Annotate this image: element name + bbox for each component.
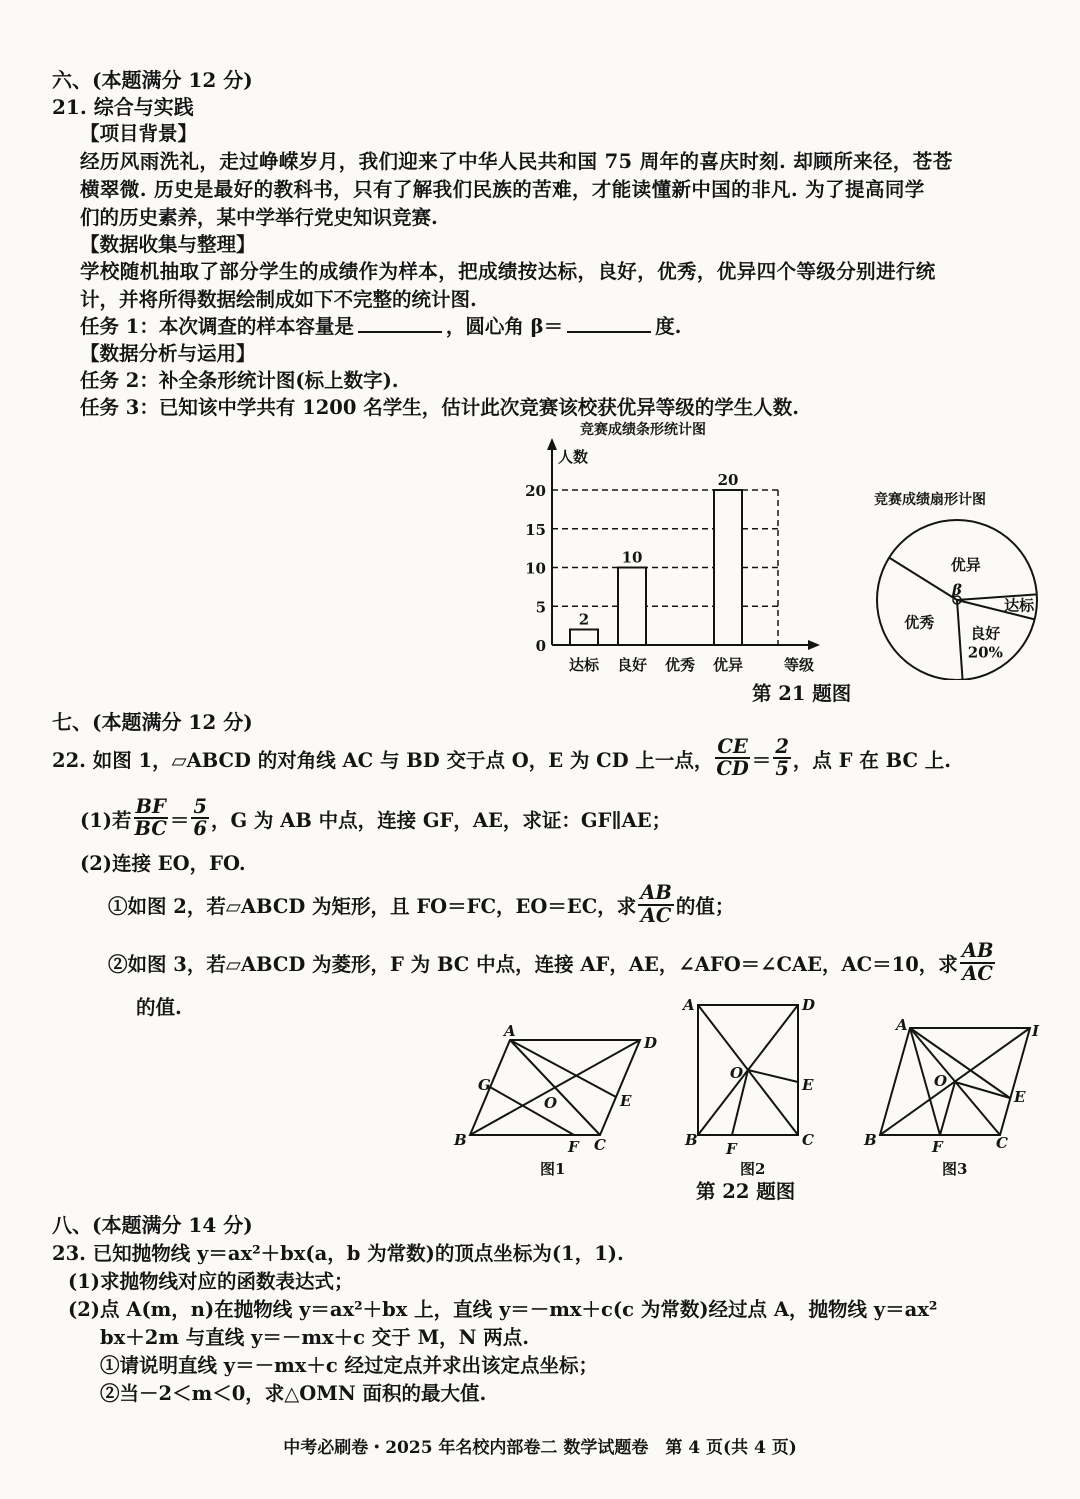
fraction-denominator: AC — [640, 903, 672, 927]
fraction-denominator: AC — [962, 961, 993, 985]
fraction-denominator: BC — [134, 817, 167, 841]
fig1-label-o: O — [544, 1094, 558, 1112]
y-tick-label: 10 — [525, 559, 546, 578]
y-tick-label: 0 — [535, 637, 546, 655]
fig2-label-b: B — [685, 1131, 698, 1149]
equals-sign: ＝ — [751, 748, 772, 772]
q22-sub-1 — [108, 881, 735, 928]
fig2-label-d: D — [802, 996, 816, 1014]
fig1-label-b: B — [454, 1131, 467, 1149]
fraction-ce-cd — [715, 737, 749, 780]
figure-2-rectangle — [698, 1005, 798, 1135]
q22-part-1 — [80, 795, 672, 841]
sample-size-blank[interactable] — [358, 329, 442, 333]
fig2-caption: 图2 — [740, 1160, 766, 1178]
q22-line-1 — [52, 735, 952, 781]
pie-slice-label: 优秀 — [904, 613, 935, 632]
fig2-label-o: O — [730, 1064, 744, 1082]
fraction-numerator: AB — [640, 881, 672, 905]
pie-beta-label: β — [952, 581, 962, 599]
fig2-label-e: E — [802, 1076, 814, 1094]
fraction-bf-bc — [134, 797, 168, 840]
q21-background-line-1: 经历风雨洗礼，走过峥嵘岁月，我们迎来了中华人民共和国 75 周年的喜庆时刻. 却顾所来径，苍苍 — [80, 150, 953, 173]
q23-line-5: ①请说明直线 y＝－mx＋c 经过定点并求出该定点坐标； — [100, 1354, 599, 1377]
figure-1-parallelogram — [470, 1040, 640, 1135]
pie-slice-label: 达标 — [1004, 596, 1035, 615]
q21-collection-line-1: 学校随机抽取了部分学生的成绩作为样本，把成绩按达标，良好，优秀，优异四个等级分别进行统 — [80, 260, 936, 283]
y-axis-arrow — [547, 438, 557, 450]
task1-part-a: 任务 1：本次调查的样本容量是 — [80, 315, 354, 338]
q21-analysis-heading: 【数据分析与运用】 — [80, 342, 256, 365]
bar-data-label: 20 — [717, 471, 739, 489]
q21-background-heading: 【项目背景】 — [80, 122, 198, 145]
q22-part-2: (2)连接 EO，FO. — [80, 852, 246, 875]
y-tick-label: 20 — [525, 482, 546, 500]
q23-line-4: bx＋2m 与直线 y＝－mx＋c 交于 M，N 两点. — [100, 1326, 530, 1349]
q22-part-1-a: (1)若 — [80, 808, 132, 832]
y-tick-label: 15 — [525, 520, 546, 539]
pie-chart-title: 竞赛成绩扇形计图 — [874, 492, 986, 508]
figure-3-rhombus — [880, 1028, 1030, 1135]
fig2-label-c: C — [802, 1131, 814, 1149]
bar-data-label: 2 — [578, 610, 590, 629]
bar-chart-title: 竞赛成绩条形统计图 — [580, 422, 706, 438]
fig2-label-a: A — [683, 996, 695, 1014]
fraction-denominator: 5 — [775, 757, 789, 781]
section-8-header: 八、(本题满分 14 分) — [52, 1213, 253, 1237]
q23-line-2: (1)求抛物线对应的函数表达式； — [68, 1270, 354, 1293]
fraction-numerator: 2 — [775, 735, 789, 758]
fraction-ab-ac-2 — [960, 941, 996, 984]
bar-data-label: 10 — [621, 548, 643, 567]
task1-part-c: 度. — [655, 315, 682, 338]
fig3-label-o: O — [934, 1072, 948, 1090]
pie-slice-label: 良好 — [970, 624, 1001, 643]
q21-background-line-2: 横翠微. 历史是最好的教科书，只有了解我们民族的苦难，才能读懂新中国的非凡. 为了提高同学 — [80, 178, 925, 201]
pie-slice-boundary — [957, 600, 963, 680]
fig1-label-a: A — [504, 1022, 516, 1040]
pie-percent-label: 20% — [967, 643, 1003, 662]
pie-chart — [860, 480, 1050, 680]
q21-figure-caption: 第 21 题图 — [752, 682, 852, 705]
q22-figures — [440, 990, 1060, 1180]
fraction-numerator: AB — [961, 939, 994, 963]
fig3-label-b: B — [864, 1131, 877, 1149]
y-axis-label: 人数 — [558, 448, 589, 466]
fig1-caption: 图1 — [540, 1160, 566, 1178]
x-axis-arrow — [808, 640, 820, 650]
q22-sub-2 — [108, 939, 997, 986]
page-footer: 中考必刷卷・2025 年名校内部卷二 数学试题卷 第 4 页(共 4 页) — [283, 1438, 797, 1458]
fraction-ab-ac — [638, 883, 674, 926]
q21-task-3: 任务 3：已知该中学共有 1200 名学生，估计此次竞赛该校获优异等级的学生人数. — [80, 396, 799, 419]
fraction-numerator: BF — [135, 795, 166, 818]
fraction-5-6 — [191, 797, 209, 840]
fig2-label-f: F — [726, 1140, 737, 1158]
q22-stem-b: ，点 F 在 BC 上. — [792, 748, 952, 772]
fraction-denominator: CD — [716, 757, 749, 781]
fig1-label-c: C — [594, 1136, 606, 1154]
section-7-header: 七、(本题满分 12 分) — [52, 710, 253, 734]
q22-sub-1-b: 的值； — [675, 895, 735, 918]
fig1-label-e: E — [620, 1092, 632, 1110]
x-axis-label: 等级 — [784, 656, 815, 674]
x-tick-label: 优秀 — [664, 656, 696, 674]
fraction-numerator: 5 — [193, 795, 207, 818]
y-tick-label: 5 — [535, 598, 546, 617]
fig1-label-f: F — [568, 1138, 579, 1156]
fig3-label-c: C — [996, 1134, 1008, 1152]
fig1-label-g: G — [478, 1076, 491, 1094]
fig3-label-d: I — [1032, 1022, 1040, 1040]
q22-sub-2-end: 的值. — [136, 996, 182, 1019]
bar — [618, 568, 646, 646]
q22-part-1-b: ，G 为 AB 中点，连接 GF，AE，求证：GF∥AE； — [210, 808, 672, 832]
bar — [570, 630, 598, 646]
pie-slice-boundary — [889, 558, 957, 600]
angle-beta-blank[interactable] — [567, 329, 651, 333]
bar-chart — [500, 418, 840, 676]
x-tick-label: 达标 — [568, 656, 600, 674]
fig1-label-d: D — [644, 1034, 658, 1052]
q21-title: 21. 综合与实践 — [52, 95, 194, 119]
fraction-denominator: 6 — [193, 817, 207, 841]
fig3-label-e: E — [1014, 1088, 1026, 1106]
fraction-2-5 — [773, 737, 791, 780]
q23-line-3: (2)点 A(m，n)在抛物线 y＝ax²＋bx 上，直线 y＝－mx＋c(c 为常数)经过点 A，抛物线 y＝ax² — [68, 1298, 938, 1321]
task1-part-b: ，圆心角 β＝ — [445, 315, 564, 338]
section-6-header: 六、(本题满分 12 分) — [52, 68, 253, 92]
pie-slice-label: 优异 — [950, 556, 981, 575]
q21-task-2: 任务 2：补全条形统计图(标上数字). — [80, 369, 399, 392]
bar — [714, 490, 742, 645]
q21-collection-line-2: 计，并将所得数据绘制成如下不完整的统计图. — [80, 288, 477, 311]
x-tick-label: 良好 — [616, 656, 648, 674]
q22-figure-caption: 第 22 题图 — [696, 1180, 796, 1203]
fig3-caption: 图3 — [942, 1160, 968, 1178]
fig3-label-f: F — [932, 1138, 943, 1156]
q22-sub-2-a: ②如图 3，若▱ABCD 为菱形，F 为 BC 中点，连接 AF，AE，∠AFO＝∠CAE，AC＝10，求 — [108, 953, 958, 976]
fraction-numerator: CE — [717, 735, 748, 758]
q21-background-line-3: 们的历史素养，某中学举行党史知识竞赛. — [80, 206, 438, 229]
q22-sub-1-a: ①如图 2，若▱ABCD 为矩形，且 FO＝FC，EO＝EC，求 — [108, 895, 637, 918]
q21-task-1 — [80, 317, 681, 337]
q21-collection-heading: 【数据收集与整理】 — [80, 233, 256, 256]
fig3-label-a: A — [896, 1016, 908, 1034]
q23-line-6: ②当－2＜m＜0，求△OMN 面积的最大值. — [100, 1382, 487, 1405]
q23-line-1: 23. 已知抛物线 y＝ax²＋bx(a，b 为常数)的顶点坐标为(1，1). — [52, 1242, 624, 1265]
equals-sign: ＝ — [169, 808, 190, 832]
x-tick-label: 优异 — [712, 656, 744, 674]
q22-stem-a: 22. 如图 1，▱ABCD 的对角线 AC 与 BD 交于点 O，E 为 CD 上一点， — [52, 748, 714, 772]
